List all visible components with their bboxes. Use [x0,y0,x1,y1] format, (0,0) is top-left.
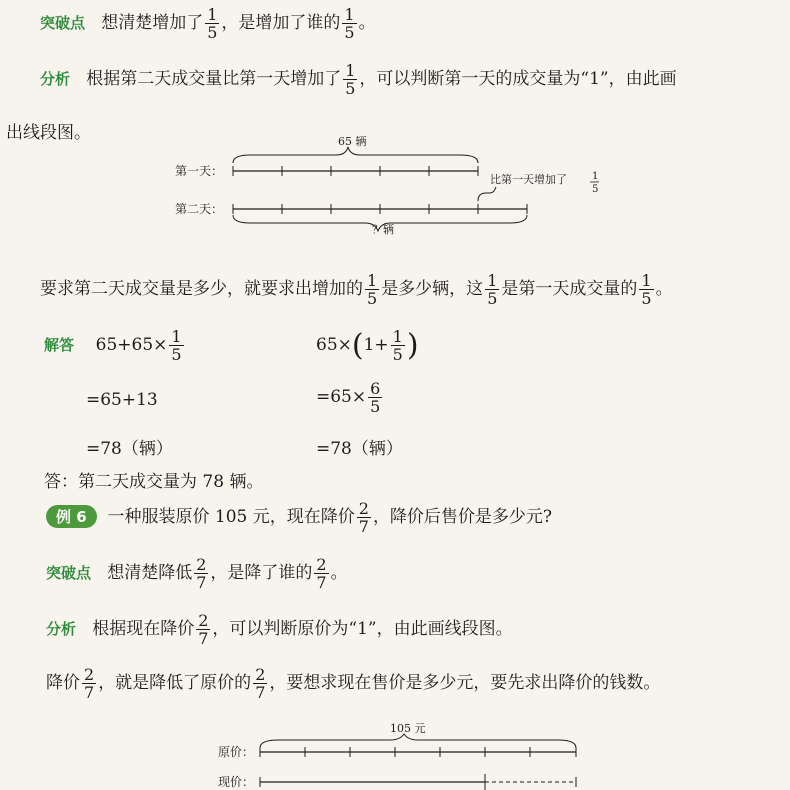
solution-method-2: 65×(1+ $\frac{1}{5}$ ) [316,327,419,364]
explanation-2 [46,666,660,701]
text: 根据第二天成交量比第一天增加了 [86,69,342,89]
step-3-method-2: =78（辆） [316,439,403,459]
text: 。 [330,563,348,583]
answer: 答：第二天成交量为 78 辆。 [44,472,264,492]
text: 一种服装原价 105 元，现在降价 [107,507,355,527]
fraction: $\frac{1}{5}$ [641,271,652,308]
fraction: $\frac{1}{5}$ [344,5,355,42]
text: ，是增加了谁的 [221,13,341,33]
line-segment-diagram-1 [170,135,610,245]
increase-frac-d: 5 [592,184,599,195]
text: ，要想求现在售价是多少元，要先求出降价的钱数。 [269,673,661,693]
expr: 65+65× [95,335,168,355]
analysis-1-cont [6,118,91,143]
total-label: 65 辆 [338,135,367,148]
analysis-2 [46,612,513,647]
text: ，降价后售价是多少元? [372,507,553,527]
text: ，可以判断原价为“1”，由此画线段图。 [212,619,513,639]
example-6 [46,500,552,535]
text: 想清楚增加了 [101,13,204,33]
expr: 1+ [363,335,389,355]
text: 是多少辆，这 [381,279,484,299]
example-badge: 例 6 [46,505,97,528]
text: ，是降了谁的 [210,563,313,583]
text: 。 [358,13,376,33]
fraction: $\frac{6}{5}$ [370,379,381,416]
analysis-label: 分析 [40,70,71,88]
text: ，就是降低了原价的 [98,673,252,693]
brace-top [233,147,478,163]
fraction: $\frac{2}{7}$ [84,665,95,702]
text: 降价 [46,673,80,693]
now-label: 现价： [218,775,255,789]
analysis-label: 分析 [46,620,77,638]
solution-label: 解答 [44,336,75,354]
fraction: $\frac{2}{7}$ [358,499,369,536]
fraction: $\frac{2}{7}$ [196,555,207,592]
day1-label: 第一天： [175,164,224,178]
text: 要求第二天成交量是多少，就要求出增加的 [40,279,363,299]
solution-method-1 [44,328,186,363]
text: 想清楚降低 [107,563,193,583]
step-3-method-1: =78（辆） [86,439,173,459]
breakthrough-label: 突破点 [46,564,92,582]
fraction: $\frac{1}{5}$ [392,327,403,364]
analysis-1 [40,62,677,97]
step-2-method-1: =65+13 [86,390,158,410]
text: 出线段图。 [6,123,91,143]
question-label: ？辆 [372,223,394,236]
line-segment-diagram-2 [210,718,610,790]
brace-top [260,734,576,748]
fraction: $\frac{1}{5}$ [367,271,378,308]
fraction: $\frac{2}{7}$ [316,555,327,592]
breakthrough-point-2 [46,556,348,591]
text: 根据现在降价 [92,619,195,639]
fraction: $\frac{2}{7}$ [255,665,266,702]
increase-frac-n: 1 [592,171,599,182]
text: ，可以判断第一天的成交量为“1”，由此画 [359,69,677,89]
fraction: $\frac{1}{5}$ [171,327,182,364]
orig-label: 原价： [218,745,255,759]
fraction: $\frac{1}{5}$ [207,5,218,42]
text: 。 [655,279,673,299]
step-2-method-2: =65× $\frac{6}{5}$ [316,379,381,416]
fraction: $\frac{1}{5}$ [345,61,356,98]
fraction: $\frac{2}{7}$ [198,611,209,648]
breakthrough-label: 突破点 [40,14,86,32]
breakthrough-point-1 [40,6,376,41]
text: 是第一天成交量的 [501,279,638,299]
day2-label: 第二天： [175,202,224,216]
total-label: 105 元 [390,722,426,735]
fraction: $\frac{1}{5}$ [487,271,498,308]
expr: 65× [316,335,352,355]
brace-increase [478,187,496,201]
explanation-1 [40,272,673,307]
increase-label: 比第一天增加了 [490,173,567,186]
